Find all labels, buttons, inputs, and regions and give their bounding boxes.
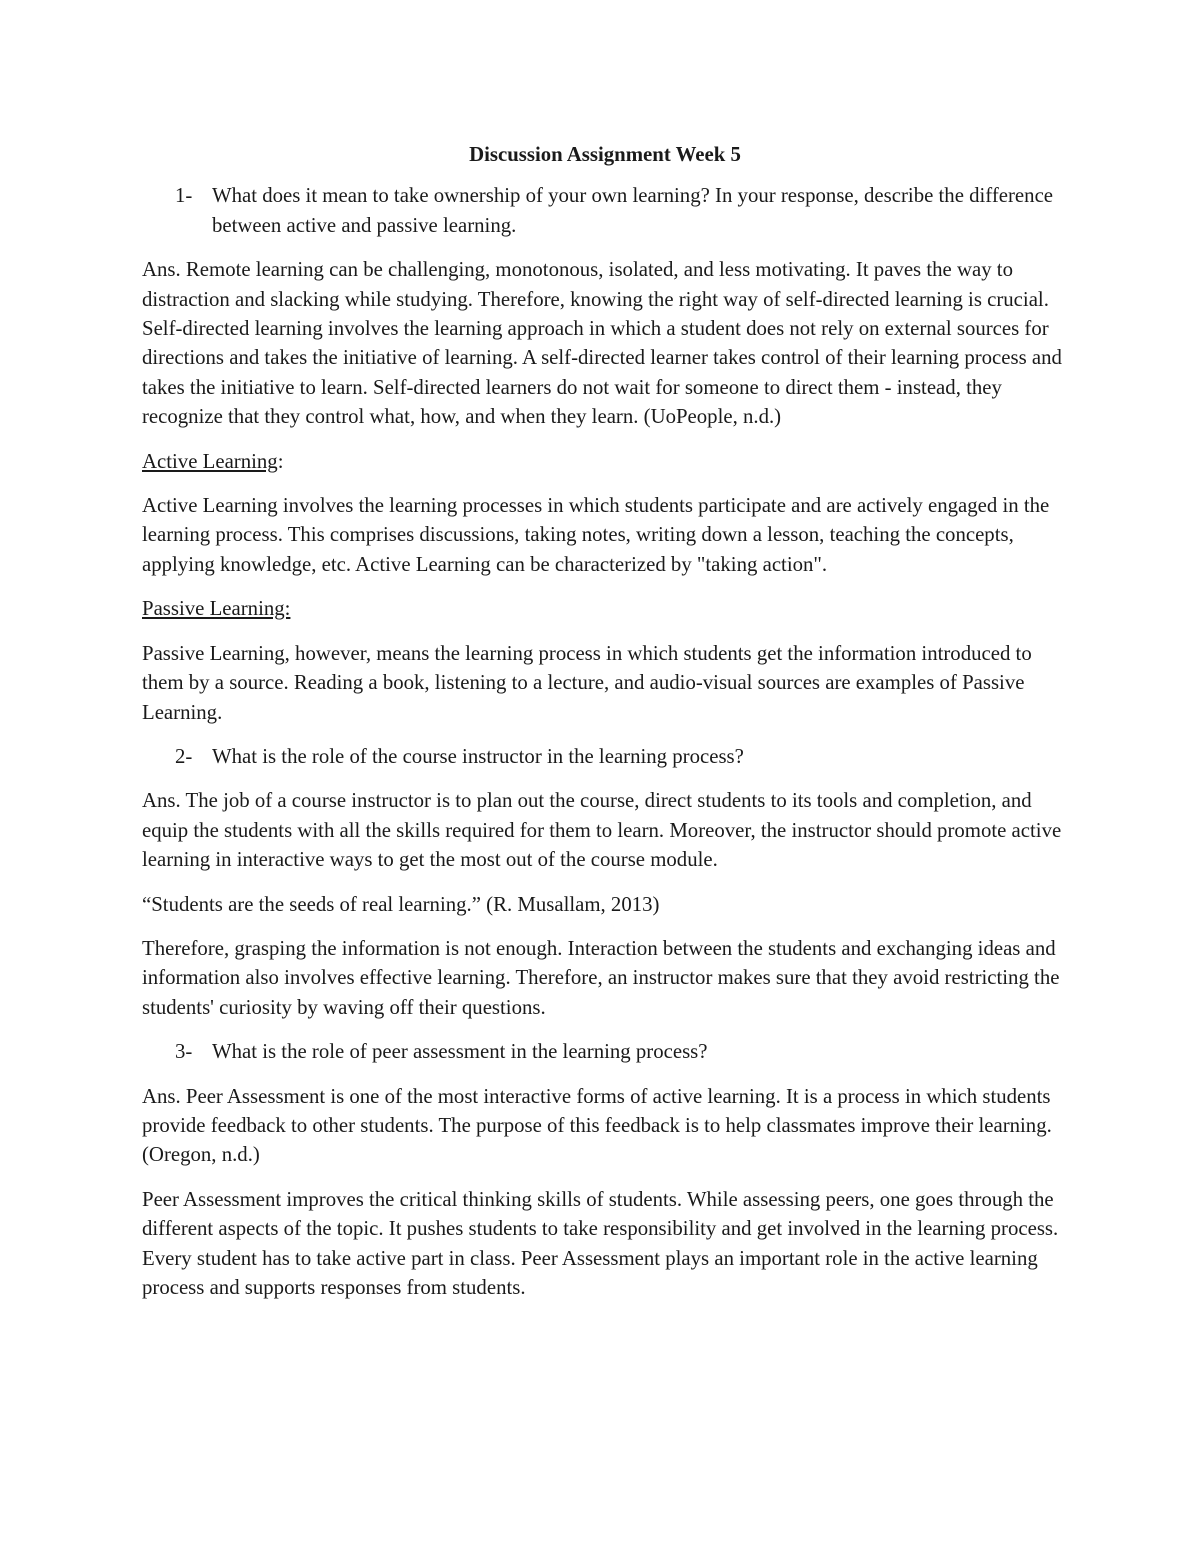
answer-2-body: Therefore, grasping the information is not enough. Interaction between the students and exchanging ideas and information also involves effective learning. Therefore, an instructor makes sure that they avoid restricting the students' curiosity by waving off their questions. (142, 936, 1060, 1019)
question-number: 2- (175, 744, 193, 768)
passive-learning-heading: Passive Learning: (142, 597, 291, 621)
question-number: 3- (175, 1040, 193, 1064)
answer-2-intro: Ans. The job of a course instructor is to plan out the course, direct students to its tools and completion, and equip the students with all the skills required for them to learn. Moreover, the instructor should promote active learning in interactive ways to get the most out of the course module. (142, 789, 1062, 872)
question-number: 1- (175, 184, 193, 208)
question-1 (142, 181, 1062, 240)
active-learning-heading (142, 447, 1062, 476)
passive-learning-body: Passive Learning, however, means the learning process in which students get the information introduced to them by a source. Reading a book, listening to a lecture, and audio-visual sources are examples of Passive Learning. (142, 641, 1032, 724)
question-text: What is the role of peer assessment in the learning process? (212, 1040, 708, 1064)
question-2 (142, 742, 1062, 771)
active-learning-heading-text: Active Learning (142, 449, 278, 473)
document-title: Discussion Assignment Week 5 (469, 143, 741, 166)
active-learning-body: Active Learning involves the learning processes in which students participate and are actively engaged in the learning process. This comprises discussions, taking notes, writing down a lesson, teaching the concepts, applying knowledge, etc. Active Learning can be characterized by "taking action". (142, 494, 1050, 576)
active-learning-heading-colon: : (277, 449, 284, 473)
document-page (142, 140, 1062, 1317)
question-text: What is the role of the course instructor in the learning process? (212, 744, 744, 768)
answer-1-intro: Ans. Remote learning can be challenging, monotonous, isolated, and less motivating. It paves the way to distraction and slacking while studying. Therefore, knowing the right way of self-directed learning is crucial. Self-directed learning involves the learning approach in which a student does not rely on external sources for directions and takes the initiative of learning. A self-directed learner takes control of their learning process and takes the initiative to learn. Self-directed learners do not wait for someone to direct them - instead, they recognize that they control what, how, and when they learn. (UoPeople, n.d.) (142, 258, 1062, 429)
answer-3-body: Peer Assessment improves the critical thinking skills of students. While assessing peers, one goes through the different aspects of the topic. It pushes students to take responsibility and get involved in the learning process. Every student has to take active part in class. Peer Assessment plays an important role in the active learning process and supports responses from students. (142, 1187, 1059, 1299)
question-3 (142, 1037, 1062, 1066)
answer-2-quote: “Students are the seeds of real learning.” (R. Musallam, 2013) (142, 892, 660, 916)
question-text: What does it mean to take ownership of your own learning? In your response, describe the difference between active and passive learning. (212, 184, 1054, 237)
answer-3-intro: Ans. Peer Assessment is one of the most interactive forms of active learning. It is a process in which students provide feedback to other students. The purpose of this feedback is to help classmates improve their learning. (Oregon, n.d.) (142, 1084, 1052, 1167)
